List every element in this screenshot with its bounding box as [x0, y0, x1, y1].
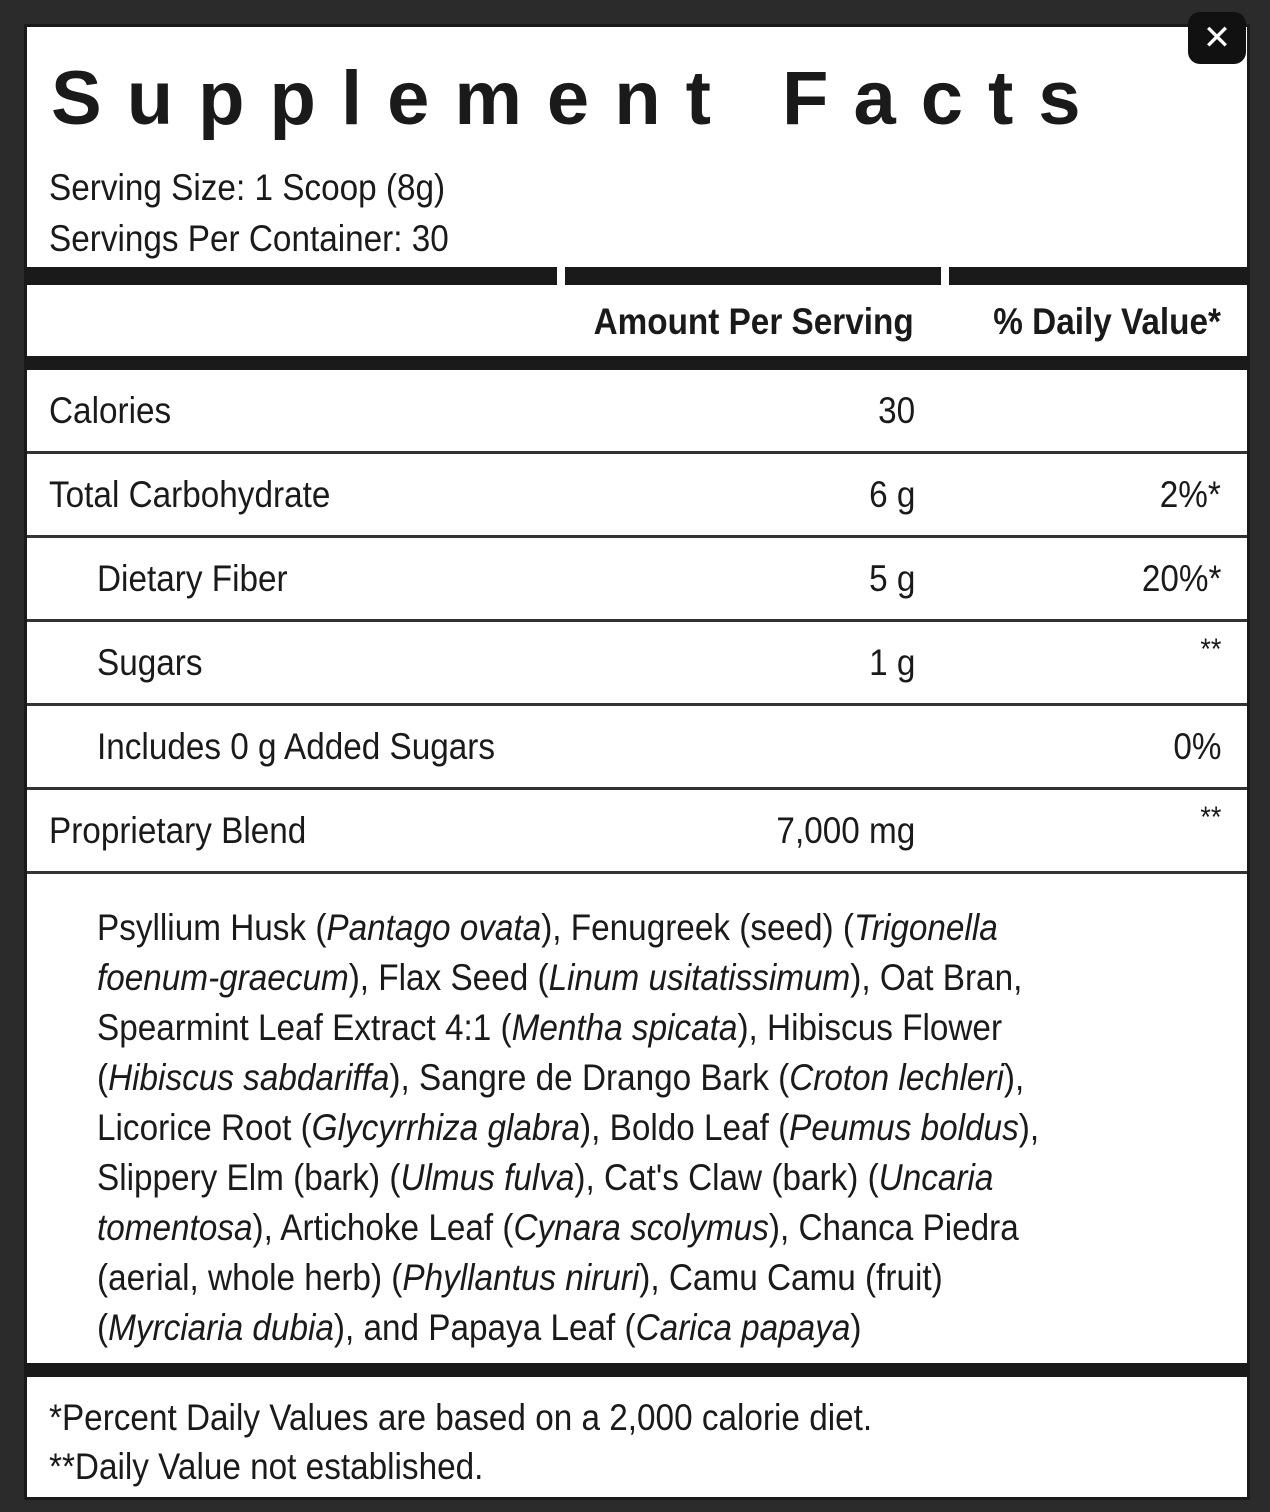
ingredient-text: Licorice Root ( — [97, 1107, 312, 1148]
nutrient-amount: 1 g — [868, 641, 915, 683]
ingredient-botanical-name: Cynara scolymus — [513, 1207, 769, 1248]
ingredient-text: ), — [1003, 1057, 1025, 1098]
divider-gap — [941, 267, 949, 285]
ingredient-botanical-name: Trigonella — [853, 907, 998, 948]
footnote-percent-dv: *Percent Daily Values are based on a 2,000 calorie diet. — [49, 1397, 873, 1438]
ingredient-botanical-name: Phyllantus niruri — [402, 1257, 640, 1298]
nutrient-label: Sugars — [97, 641, 203, 683]
nutrient-amount: 30 — [877, 389, 915, 431]
nutrient-daily-value: ** — [1199, 632, 1221, 666]
ingredient-botanical-name: Uncaria — [878, 1157, 994, 1198]
ingredient-line — [97, 1153, 1087, 1203]
table-row — [27, 706, 1247, 787]
servings-per-container: Servings Per Container: 30 — [49, 218, 449, 259]
ingredient-line — [97, 1003, 1087, 1053]
ingredient-botanical-name: Linum usitatissimum — [548, 957, 851, 998]
close-icon: ✕ — [1202, 19, 1232, 57]
table-row — [27, 622, 1247, 703]
ingredient-line — [97, 953, 1087, 1003]
row-divider — [27, 871, 1247, 874]
ingredient-text: ( — [97, 1307, 109, 1348]
header-amount-per-serving: Amount Per Serving — [593, 301, 914, 342]
nutrient-label: Total Carbohydrate — [49, 473, 331, 515]
ingredient-line — [97, 1253, 1087, 1303]
table-row — [27, 790, 1247, 871]
ingredient-text: ), Fenugreek (seed) ( — [541, 907, 854, 948]
ingredient-text: ), and Papaya Leaf ( — [333, 1307, 636, 1348]
table-row — [27, 538, 1247, 619]
thick-divider — [27, 356, 1247, 370]
ingredient-botanical-name: tomentosa — [97, 1207, 253, 1248]
ingredient-botanical-name: foenum-graecum — [97, 957, 349, 998]
table-row — [27, 454, 1247, 535]
ingredient-text: Psyllium Husk ( — [97, 907, 327, 948]
ingredient-botanical-name: Glycyrrhiza glabra — [311, 1107, 581, 1148]
ingredient-line — [97, 1303, 1087, 1353]
ingredient-text: ), Sangre de Drango Bark ( — [389, 1057, 790, 1098]
nutrient-daily-value: ** — [1199, 800, 1221, 834]
ingredient-text: ), Hibiscus Flower — [737, 1007, 1003, 1048]
ingredient-botanical-name: Hibiscus sabdariffa — [108, 1057, 390, 1098]
nutrient-daily-value: 2%* — [1159, 473, 1221, 515]
ingredient-text: ), Cat's Claw (bark) ( — [574, 1157, 879, 1198]
nutrient-daily-value: 0% — [1172, 725, 1221, 767]
supplement-facts-panel — [24, 24, 1250, 1500]
ingredient-text: ( — [97, 1057, 109, 1098]
divider-gap — [557, 267, 565, 285]
ingredient-text: Spearmint Leaf Extract 4:1 ( — [97, 1007, 512, 1048]
ingredient-line — [97, 1103, 1087, 1153]
thick-divider — [27, 267, 1247, 285]
nutrient-daily-value: 20%* — [1141, 557, 1221, 599]
thick-divider — [27, 1363, 1247, 1377]
header-daily-value: % Daily Value* — [993, 301, 1221, 342]
footnote-dv-not-established: **Daily Value not established. — [49, 1446, 484, 1487]
close-button[interactable] — [1188, 12, 1246, 64]
ingredient-line — [97, 1203, 1087, 1253]
ingredient-text: ), Chanca Piedra — [768, 1207, 1019, 1248]
ingredient-text: ), — [1018, 1107, 1040, 1148]
nutrient-amount: 5 g — [868, 557, 915, 599]
serving-size: Serving Size: 1 Scoop (8g) — [49, 167, 446, 208]
ingredient-text: ), Camu Camu (fruit) — [639, 1257, 943, 1298]
ingredient-botanical-name: Myrciaria dubia — [108, 1307, 334, 1348]
ingredient-list — [97, 903, 1197, 1353]
ingredient-botanical-name: Croton lechleri — [789, 1057, 1004, 1098]
ingredient-botanical-name: Ulmus fulva — [400, 1157, 575, 1198]
table-row — [27, 370, 1247, 451]
ingredient-text: ), Oat Bran, — [850, 957, 1023, 998]
nutrient-label: Dietary Fiber — [97, 557, 288, 599]
ingredient-text: Slippery Elm (bark) ( — [97, 1157, 401, 1198]
nutrient-label: Includes 0 g Added Sugars — [97, 725, 496, 767]
ingredient-line — [97, 903, 1087, 953]
ingredient-botanical-name: Carica papaya — [635, 1307, 851, 1348]
nutrient-label: Proprietary Blend — [49, 809, 307, 851]
ingredient-text: ) — [850, 1307, 862, 1348]
ingredient-botanical-name: Peumus boldus — [789, 1107, 1019, 1148]
nutrient-label: Calories — [49, 389, 172, 431]
nutrient-amount: 7,000 mg — [776, 809, 915, 851]
page-title: Supplement Facts — [51, 56, 1106, 141]
ingredient-text: ), Artichoke Leaf ( — [252, 1207, 514, 1248]
ingredient-line — [97, 1053, 1087, 1103]
nutrient-amount: 6 g — [868, 473, 915, 515]
ingredient-botanical-name: Mentha spicata — [511, 1007, 738, 1048]
ingredient-text: ), Boldo Leaf ( — [580, 1107, 790, 1148]
ingredient-text: ), Flax Seed ( — [348, 957, 549, 998]
ingredient-text: (aerial, whole herb) ( — [97, 1257, 403, 1298]
ingredient-botanical-name: Pantago ovata — [326, 907, 542, 948]
